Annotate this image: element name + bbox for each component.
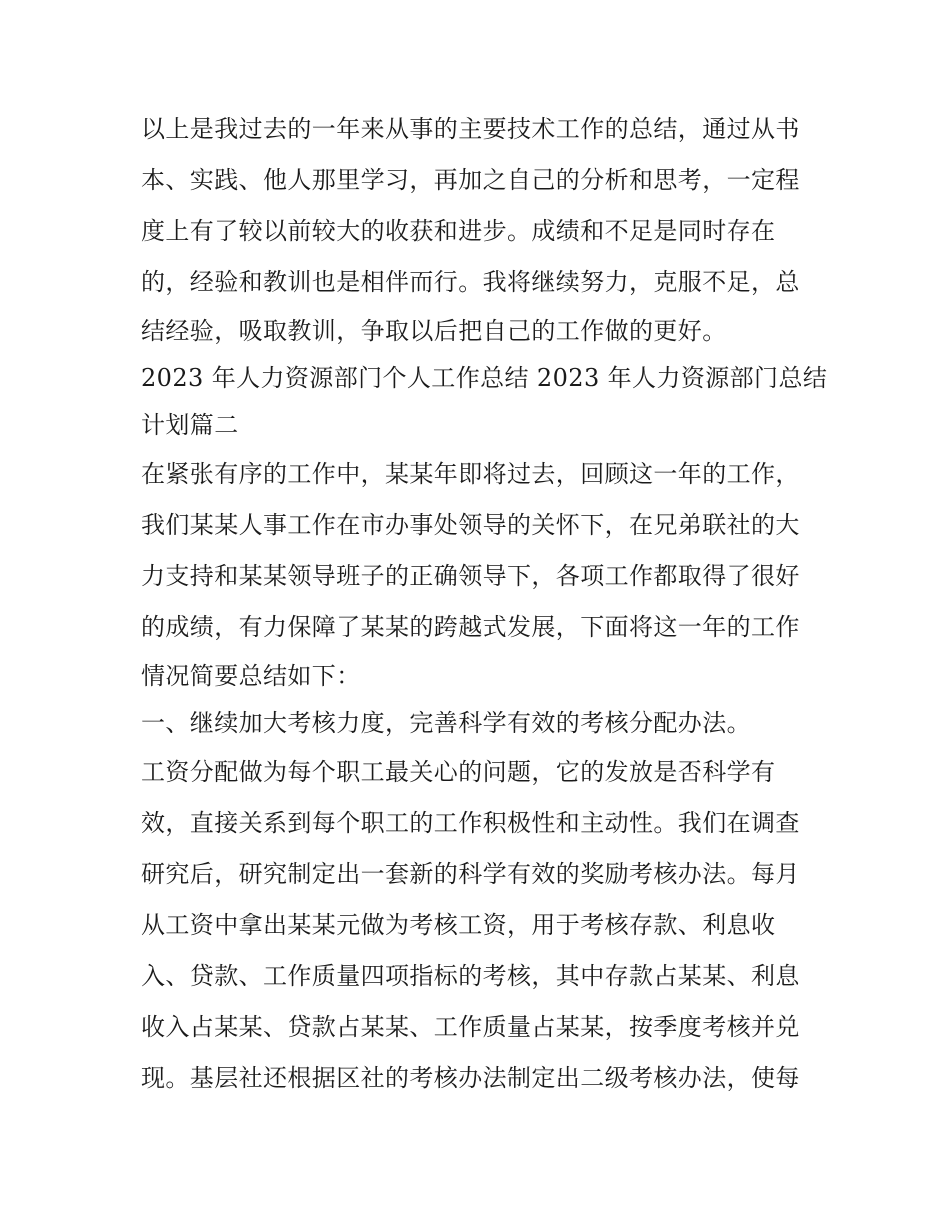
- text-line: 情况简要总结如下：: [141, 662, 361, 690]
- text-line: 以上是我过去的一年来从事的主要技术工作的总结，通过从书: [141, 115, 800, 143]
- text-line: 从工资中拿出某某元做为考核工资，用于考核存款、利息收: [141, 911, 776, 939]
- text-line: 的，经验和教训也是相伴而行。我将继续努力，克服不足，总: [141, 268, 800, 296]
- text-line: 本、实践、他人那里学习，再加之自己的分析和思考，一定程: [141, 166, 800, 194]
- text-line: 力支持和某某领导班子的正确领导下，各项工作都取得了很好: [141, 562, 800, 590]
- text-line: 收入占某某、贷款占某某、工作质量占某某，按季度考核并兑: [141, 1013, 800, 1041]
- text-line: 的成绩，有力保障了某某的跨越式发展，下面将这一年的工作: [141, 613, 800, 641]
- text-line: 度上有了较以前较大的收获和进步。成绩和不足是同时存在: [141, 217, 776, 245]
- text-line: 入、贷款、工作质量四项指标的考核，其中存款占某某、利息: [141, 962, 800, 990]
- text-line: 结经验，吸取教训，争取以后把自己的工作做的更好。: [141, 317, 727, 345]
- text-line: 效，直接关系到每个职工的工作积极性和主动性。我们在调查: [141, 809, 800, 837]
- subheading-line: 一、继续加大考核力度，完善科学有效的考核分配办法。: [141, 709, 751, 737]
- text-line: 现。基层社还根据区社的考核办法制定出二级考核办法，使每: [141, 1064, 800, 1092]
- text-line: 工资分配做为每个职工最关心的问题，它的发放是否科学有: [141, 758, 776, 786]
- section-heading-line: 2023 年人力资源部门个人工作总结 2023 年人力资源部门总结: [141, 364, 828, 392]
- text-line: 研究后，研究制定出一套新的科学有效的奖励考核办法。每月: [141, 860, 800, 888]
- document-body: [141, 104, 828, 1104]
- text-line: 我们某某人事工作在市办事处领导的关怀下，在兄弟联社的大: [141, 511, 800, 539]
- text-line: 在紧张有序的工作中，某某年即将过去，回顾这一年的工作，: [141, 460, 800, 488]
- section-heading-line: 计划篇二: [141, 411, 239, 439]
